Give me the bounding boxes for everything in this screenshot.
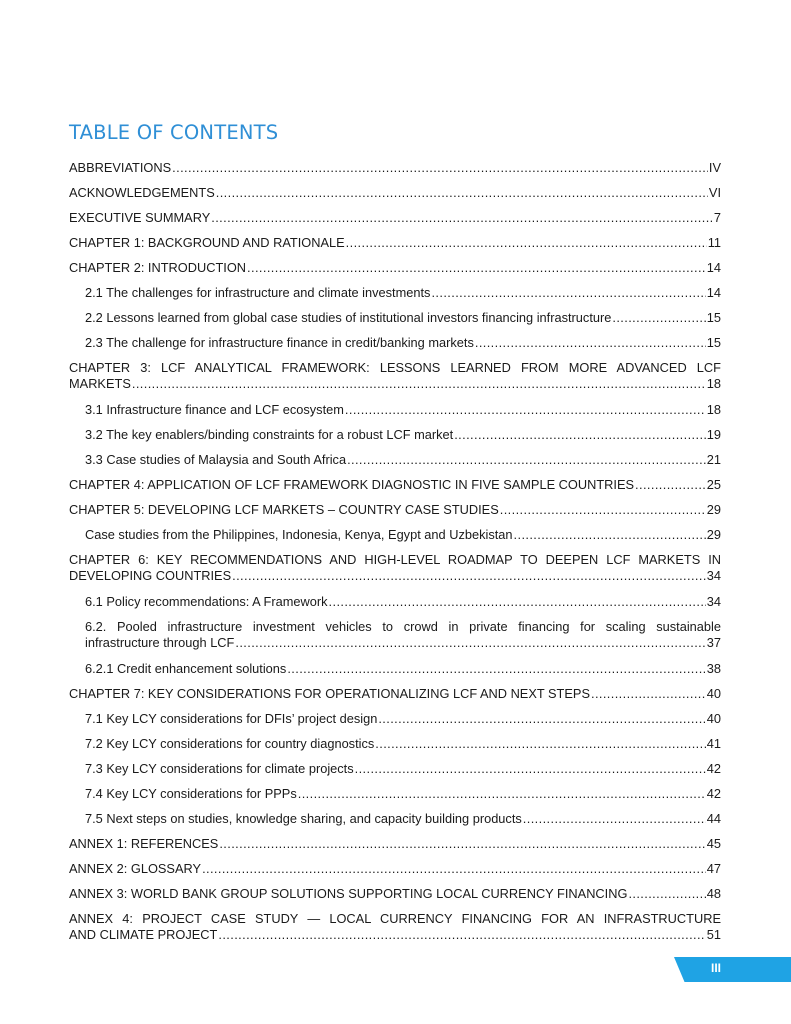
- toc-page-number: 15: [706, 310, 721, 325]
- toc-entry-label: ACKNOWLEDGEMENTS: [69, 185, 215, 200]
- toc-page-number: 14: [706, 260, 721, 275]
- toc-entry-label: 2.1 The challenges for infrastructure and climate investments: [85, 285, 431, 300]
- toc-page-number: 40: [706, 686, 721, 701]
- toc-entry-section-7-4[interactable]: [85, 779, 721, 804]
- toc-entry-section-2-1[interactable]: [85, 278, 721, 303]
- dot-leader: [235, 635, 705, 651]
- toc-entry-label-line2: MARKETS: [69, 376, 131, 391]
- dot-leader: [612, 310, 705, 325]
- toc-entry-label: 3.3 Case studies of Malaysia and South Africa: [85, 452, 347, 467]
- toc-entry-chapter-6[interactable]: [69, 545, 721, 587]
- toc-entry-label: ABBREVIATIONS: [69, 160, 172, 175]
- toc-entry-label: 7.2 Key LCY considerations for country diagnostics: [85, 736, 375, 751]
- table-of-contents: [69, 153, 721, 946]
- toc-entry-label-line2: infrastructure through LCF: [85, 635, 235, 650]
- toc-page-number: IV: [708, 160, 721, 175]
- toc-entry-label: ANNEX 3: WORLD BANK GROUP SOLUTIONS SUPPORTING LOCAL CURRENCY FINANCING: [69, 886, 628, 901]
- toc-entry-chapter-4[interactable]: [69, 470, 721, 495]
- toc-entry-label: EXECUTIVE SUMMARY: [69, 210, 211, 225]
- dot-leader: [355, 761, 706, 776]
- toc-entry-section-3-3[interactable]: [85, 445, 721, 470]
- toc-entry-section-2-2[interactable]: [85, 303, 721, 328]
- toc-entry-section-7-3[interactable]: [85, 754, 721, 779]
- toc-entry-section-6-2-1[interactable]: [85, 654, 721, 679]
- toc-entry-label: 2.3 The challenge for infrastructure finance in credit/banking markets: [85, 335, 474, 350]
- toc-page-number: 21: [706, 452, 721, 467]
- dot-leader: [628, 886, 705, 901]
- page-title: TABLE OF CONTENTS: [69, 121, 279, 144]
- toc-entry-chapter-1[interactable]: [69, 228, 721, 253]
- toc-page-number: VI: [708, 185, 721, 200]
- toc-page-number: 42: [706, 761, 721, 776]
- toc-entry-label: CHAPTER 1: BACKGROUND AND RATIONALE: [69, 235, 345, 250]
- toc-page-number: 44: [706, 811, 721, 826]
- toc-entry-section-7-1[interactable]: [85, 704, 721, 729]
- dot-leader: [500, 502, 706, 517]
- toc-entry-label: ANNEX 1: REFERENCES: [69, 836, 219, 851]
- page-number-badge: [674, 957, 791, 982]
- toc-entry-label: CHAPTER 4: APPLICATION OF LCF FRAMEWORK DIAGNOSTIC IN FIVE SAMPLE COUNTRIES: [69, 477, 635, 492]
- dot-leader: [635, 477, 706, 492]
- toc-page-number: 51: [706, 927, 721, 942]
- dot-leader: [216, 185, 708, 200]
- toc-page-number: 25: [706, 477, 721, 492]
- dot-leader: [287, 661, 705, 676]
- dot-leader: [378, 711, 705, 726]
- toc-entry-abbreviations[interactable]: [69, 153, 721, 178]
- dot-leader: [329, 594, 706, 609]
- toc-entry-label: 7.1 Key LCY considerations for DFIs’ project design: [85, 711, 378, 726]
- toc-entry-label: 6.2.1 Credit enhancement solutions: [85, 661, 287, 676]
- toc-entry-chapter-2[interactable]: [69, 253, 721, 278]
- toc-entry-executive-summary[interactable]: [69, 203, 721, 228]
- dot-leader: [172, 160, 708, 175]
- toc-entry-label: CHAPTER 7: KEY CONSIDERATIONS FOR OPERATIONALIZING LCF AND NEXT STEPS: [69, 686, 590, 701]
- toc-page-number: 15: [706, 335, 721, 350]
- toc-entry-label-line1: CHAPTER 6: KEY RECOMMENDATIONS AND HIGH-LEVEL ROADMAP TO DEEPEN LCF MARKETS IN: [69, 552, 721, 567]
- toc-entry-section-3-2[interactable]: [85, 420, 721, 445]
- toc-page-number: 45: [706, 836, 721, 851]
- toc-page-number: 19: [706, 427, 721, 442]
- toc-entry-label: 3.1 Infrastructure finance and LCF ecosystem: [85, 402, 344, 417]
- toc-entry-annex-3[interactable]: [69, 879, 721, 904]
- toc-entry-label: Case studies from the Philippines, Indonesia, Kenya, Egypt and Uzbekistan: [85, 527, 513, 542]
- dot-leader: [346, 235, 707, 250]
- toc-page-number: 47: [706, 861, 721, 876]
- dot-leader: [431, 285, 705, 300]
- dot-leader: [232, 568, 706, 584]
- toc-entry-label: 3.2 The key enablers/binding constraints for a robust LCF market: [85, 427, 454, 442]
- toc-entry-annex-1[interactable]: [69, 829, 721, 854]
- toc-page-number: 14: [706, 285, 721, 300]
- toc-entry-section-7-5[interactable]: [85, 804, 721, 829]
- dot-leader: [514, 527, 706, 542]
- toc-entry-label-line1: CHAPTER 3: LCF ANALYTICAL FRAMEWORK: LESSONS LEARNED FROM MORE ADVANCED LCF: [69, 360, 721, 375]
- toc-page-number: 38: [706, 661, 721, 676]
- toc-page-number: 34: [706, 594, 721, 609]
- dot-leader: [591, 686, 706, 701]
- toc-entry-chapter-7[interactable]: [69, 679, 721, 704]
- dot-leader: [298, 786, 706, 801]
- toc-entry-label-line1: ANNEX 4: PROJECT CASE STUDY — LOCAL CURRENCY FINANCING FOR AN INFRASTRUCTURE: [69, 911, 721, 926]
- toc-page-number: 40: [706, 711, 721, 726]
- toc-entry-section-6-1[interactable]: [85, 587, 721, 612]
- toc-page-number: 18: [706, 376, 721, 391]
- toc-page-number: 42: [706, 786, 721, 801]
- dot-leader: [202, 861, 706, 876]
- toc-entry-label: 2.2 Lessons learned from global case studies of institutional investors financing infrastructure: [85, 310, 612, 325]
- dot-leader: [454, 427, 706, 442]
- toc-entry-label: ANNEX 2: GLOSSARY: [69, 861, 202, 876]
- toc-page-number: 37: [706, 635, 721, 650]
- toc-entry-label: CHAPTER 5: DEVELOPING LCF MARKETS – COUNTRY CASE STUDIES: [69, 502, 499, 517]
- toc-entry-case-studies[interactable]: [85, 520, 721, 545]
- toc-page-number: 48: [706, 886, 721, 901]
- toc-entry-section-7-2[interactable]: [85, 729, 721, 754]
- toc-page-number: 34: [706, 568, 721, 583]
- toc-entry-label-line1: 6.2. Pooled infrastructure investment vehicles to crowd in private financing for scaling sustainable: [85, 619, 721, 634]
- toc-entry-label: 7.5 Next steps on studies, knowledge sharing, and capacity building products: [85, 811, 522, 826]
- toc-page-number: 18: [706, 402, 721, 417]
- dot-leader: [218, 927, 705, 943]
- toc-entry-label: 7.4 Key LCY considerations for PPPs: [85, 786, 297, 801]
- toc-entry-label-line2: DEVELOPING COUNTRIES: [69, 568, 232, 583]
- page-number: III: [710, 961, 721, 975]
- dot-leader: [475, 335, 706, 350]
- toc-page-number: 7: [713, 210, 721, 225]
- toc-entry-label-line2: AND CLIMATE PROJECT: [69, 927, 218, 942]
- toc-page-number: 41: [706, 736, 721, 751]
- dot-leader: [211, 210, 713, 225]
- dot-leader: [247, 260, 706, 275]
- toc-page-number: 11: [707, 235, 721, 250]
- toc-entry-annex-2[interactable]: [69, 854, 721, 879]
- toc-entry-section-2-3[interactable]: [85, 328, 721, 353]
- dot-leader: [523, 811, 706, 826]
- toc-entry-chapter-3[interactable]: [69, 353, 721, 395]
- toc-page-number: 29: [706, 527, 721, 542]
- dot-leader: [132, 376, 706, 392]
- toc-entry-section-3-1[interactable]: [85, 395, 721, 420]
- dot-leader: [219, 836, 705, 851]
- toc-entry-chapter-5[interactable]: [69, 495, 721, 520]
- toc-page-number: 29: [706, 502, 721, 517]
- toc-entry-annex-4[interactable]: [69, 904, 721, 946]
- dot-leader: [375, 736, 705, 751]
- dot-leader: [347, 452, 706, 467]
- toc-entry-label: 6.1 Policy recommendations: A Framework: [85, 594, 328, 609]
- toc-entry-section-6-2[interactable]: [85, 612, 721, 654]
- toc-entry-label: CHAPTER 2: INTRODUCTION: [69, 260, 247, 275]
- toc-entry-acknowledgements[interactable]: [69, 178, 721, 203]
- toc-entry-label: 7.3 Key LCY considerations for climate projects: [85, 761, 354, 776]
- dot-leader: [345, 402, 706, 417]
